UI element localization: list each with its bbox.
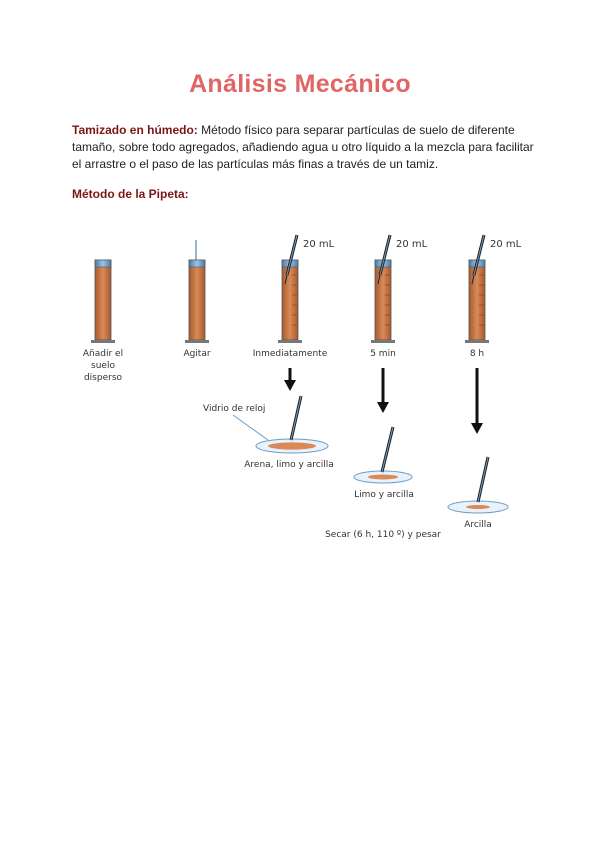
wet-sieving-text: Método físico para separar partículas de suelo de diferente tamaño, sobre todo agregados, añadiendo agua u otro líquido a la mezcla para facilitar el arrastre o el paso de las partículas más finas a través de un tamiz. <box>72 123 534 171</box>
dish-clay <box>448 457 508 513</box>
cylinder-8h <box>465 235 489 343</box>
dry-weigh-label: Secar (6 h, 110 º) y pesar <box>325 530 441 540</box>
step-add-line3: disperso <box>83 373 123 383</box>
arrow-immediately <box>284 368 296 391</box>
volume-label-2: 20 mL <box>396 239 428 250</box>
step-add-line1: Añadir el <box>82 349 124 359</box>
cylinder-shake <box>185 240 209 343</box>
arrow-8h <box>471 368 483 434</box>
step-8h: 8 h <box>469 349 485 359</box>
page-title: Análisis Mecánico <box>189 70 411 98</box>
pipette-method-heading: Método de la Pipeta: <box>72 187 189 201</box>
watch-glass-label: Vidrio de reloj <box>203 404 266 414</box>
volume-label-3: 20 mL <box>490 239 522 250</box>
cylinder-immediately <box>278 235 302 343</box>
step-immediately: Inmediatamente <box>252 349 328 359</box>
fraction-silt-clay: Limo y arcilla <box>354 490 414 500</box>
fraction-sand-silt-clay: Arena, limo y arcilla <box>244 460 334 470</box>
dish-sand-silt-clay <box>256 396 328 453</box>
dish-silt-clay <box>354 427 412 483</box>
wet-sieving-label: Tamizado en húmedo: <box>72 123 198 137</box>
cylinder-5min <box>371 235 395 343</box>
volume-label-1: 20 mL <box>303 239 335 250</box>
fraction-clay: Arcilla <box>464 520 492 530</box>
arrow-5min <box>377 368 389 413</box>
step-shake: Agitar <box>183 349 211 359</box>
step-5min: 5 min <box>370 349 396 359</box>
step-add-line2: suelo <box>91 361 115 371</box>
cylinder-add-soil <box>91 260 115 343</box>
